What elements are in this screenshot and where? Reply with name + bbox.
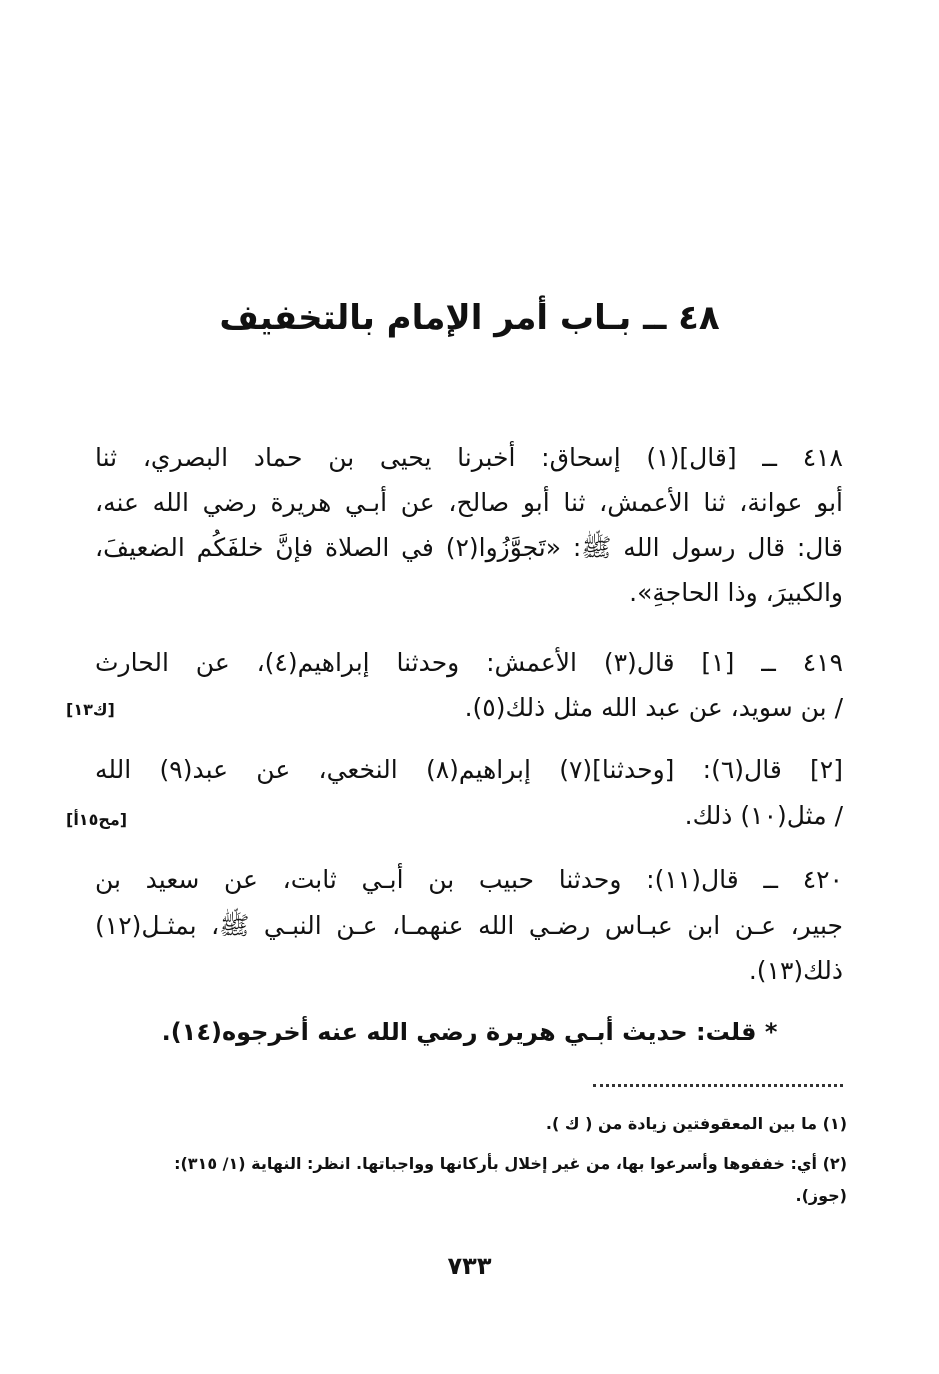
chapter-heading: ٤٨ ــ بـاب أمر الإمام بالتخفيف [219,298,720,338]
author-note: * قلت: حديث أبـي هريرة رضي الله عنه أخرجوه(١٤). [161,1018,778,1046]
footnote-1: (١) ما بين المعقوفتين زيادة من ( ك ). [545,1114,847,1133]
hadith-420-line-1: ٤٢٠ ــ قال(١١): وحدثنا حبيب بن أبـي ثابت، عن سعيد بن [95,865,843,894]
footnote-2-line-2: (جوز). [795,1186,847,1205]
hadith-419-line-4: / مثل(١٠) ذلك. [684,801,843,830]
hadith-419-line-3: [٢] قال(٦): [وحدثنا](٧) إبراهيم(٨) النخعي، عن عبد(٩) الله [95,755,843,784]
manuscript-margin-ref-k13: [ك١٣] [66,700,115,719]
hadith-418-line-4: والكبيرَ، وذا الحاجةِ». [629,578,843,607]
hadith-418-line-1: ٤١٨ ــ [قال](١) إسحاق: أخبرنا يحيى بن حماد البصري، ثنا [95,443,843,472]
hadith-419-line-2: / بن سويد، عن عبد الله مثل ذلك(٥). [464,693,843,722]
hadith-420-line-3: ذلك(١٣). [748,956,843,985]
footnote-divider [593,1084,843,1087]
hadith-418-line-3: قال: قال رسول الله ﷺ: «تَجوَّزُوا(٢) في الصلاة فإنَّ خلفَكُم الضعيفَ، [95,533,843,562]
hadith-418-line-2: أبو عوانة، ثنا الأعمش، ثنا أبو صالح، عن أبـي هريرة رضي الله عنه، [95,488,843,517]
manuscript-margin-ref-mh15a: [مح١٥أ] [66,810,128,829]
hadith-419-line-1: ٤١٩ ــ [١] قال(٣) الأعمش: وحدثنا إبراهيم(٤)، عن الحارث [95,648,844,677]
hadith-420-line-2: جبير، عـن ابن عبـاس رضـي الله عنهمـا، عـن النبـي ﷺ، بمثـل(١٢) [95,911,843,940]
page-number: ٧٣٣ [447,1252,492,1280]
footnote-2-line-1: (٢) أي: خففوها وأسرعوا بها، من غير إخلال بأركانها وواجباتها. انظر: النهاية (١/ ٣١٥): [174,1154,847,1173]
